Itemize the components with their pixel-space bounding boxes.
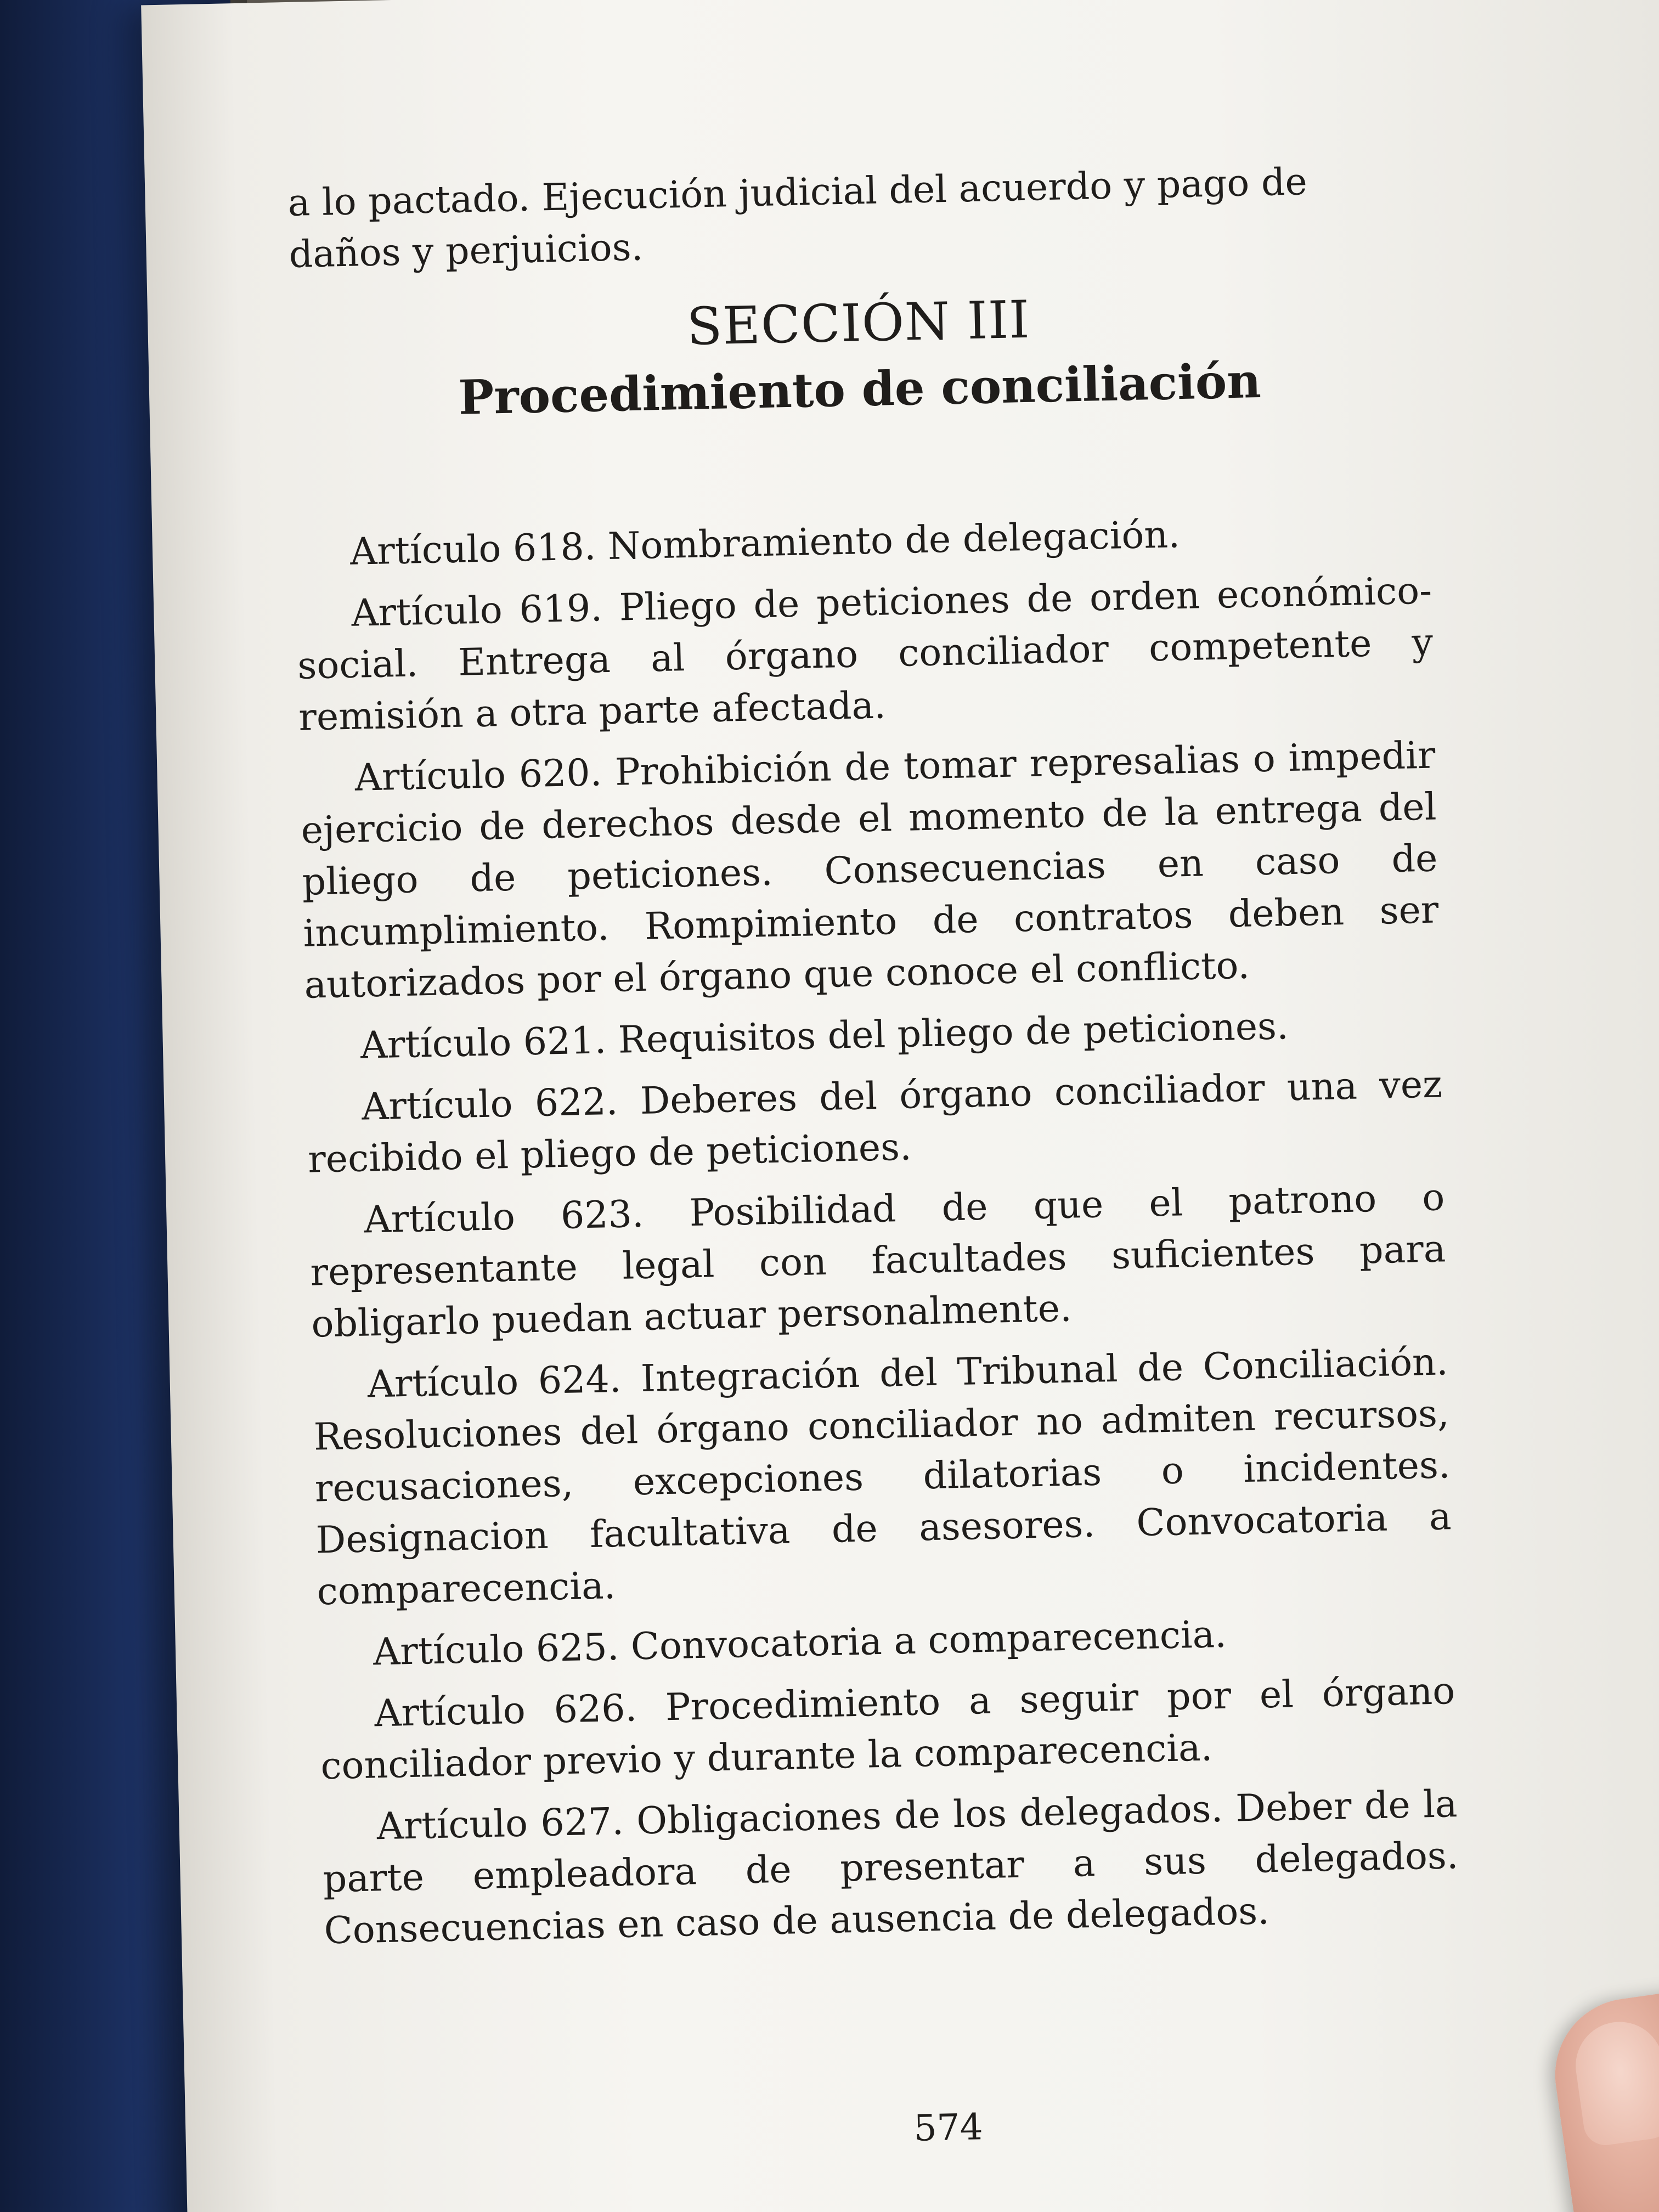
- article-627: Artículo 627. Obligaciones de los delegados. Deber de la parte empleadora de presentar a sus delegados. Consecuencias en caso de ausencia de delegados.: [322, 1782, 1459, 1953]
- section-title: SECCIÓN III: [686, 290, 1031, 357]
- continuation-paragraph: a lo pactado. Ejecución judicial del acuerdo y pago de daños y perjuicios.: [287, 160, 1308, 277]
- article-626: Artículo 626. Procedimiento a seguir por el órgano conciliador previo y durante la comparecencia.: [320, 1669, 1455, 1788]
- article-619: Artículo 619. Pliego de peticiones de orden económico-social. Entrega al órgano conciliador competente y remisión a otra parte afectada.: [297, 569, 1434, 740]
- thumbnail: [1570, 2016, 1659, 2148]
- article-621: Artículo 621. Requisitos del pliego de peticiones.: [360, 1005, 1289, 1068]
- page-number: 574: [913, 2106, 984, 2149]
- article-622: Artículo 622. Deberes del órgano conciliador una vez recibido el pliego de peticiones.: [307, 1063, 1443, 1182]
- page-text-block: [287, 154, 1460, 1967]
- section-subtitle: Procedimiento de conciliación: [458, 353, 1262, 426]
- article-618: Artículo 618. Nombramiento de delegación.: [349, 513, 1181, 574]
- article-625: Artículo 625. Convocatoria a comparecencia.: [373, 1612, 1227, 1674]
- article-624: Artículo 624. Integración del Tribunal de Conciliación. Resoluciones del órgano conciliador no admiten recursos, recusaciones, excepciones dilatorias o incidentes. Designacion facultativa de asesores. Convocatoria a comparecencia.: [313, 1340, 1452, 1614]
- book-page: [141, 0, 1659, 2212]
- article-623: Artículo 623. Posibilidad de que el patrono o representante legal con facultades suficientes para obligarlo puedan actuar personalmente.: [309, 1176, 1446, 1346]
- article-620: Artículo 620. Prohibición de tomar represalias o impedir ejercicio de derechos desde el momento de la entrega del pliego de peticiones. Consecuencias en caso de incumplimiento. Rompimiento de contratos deben ser autorizados por el órgano que conoce el conflicto.: [300, 733, 1440, 1007]
